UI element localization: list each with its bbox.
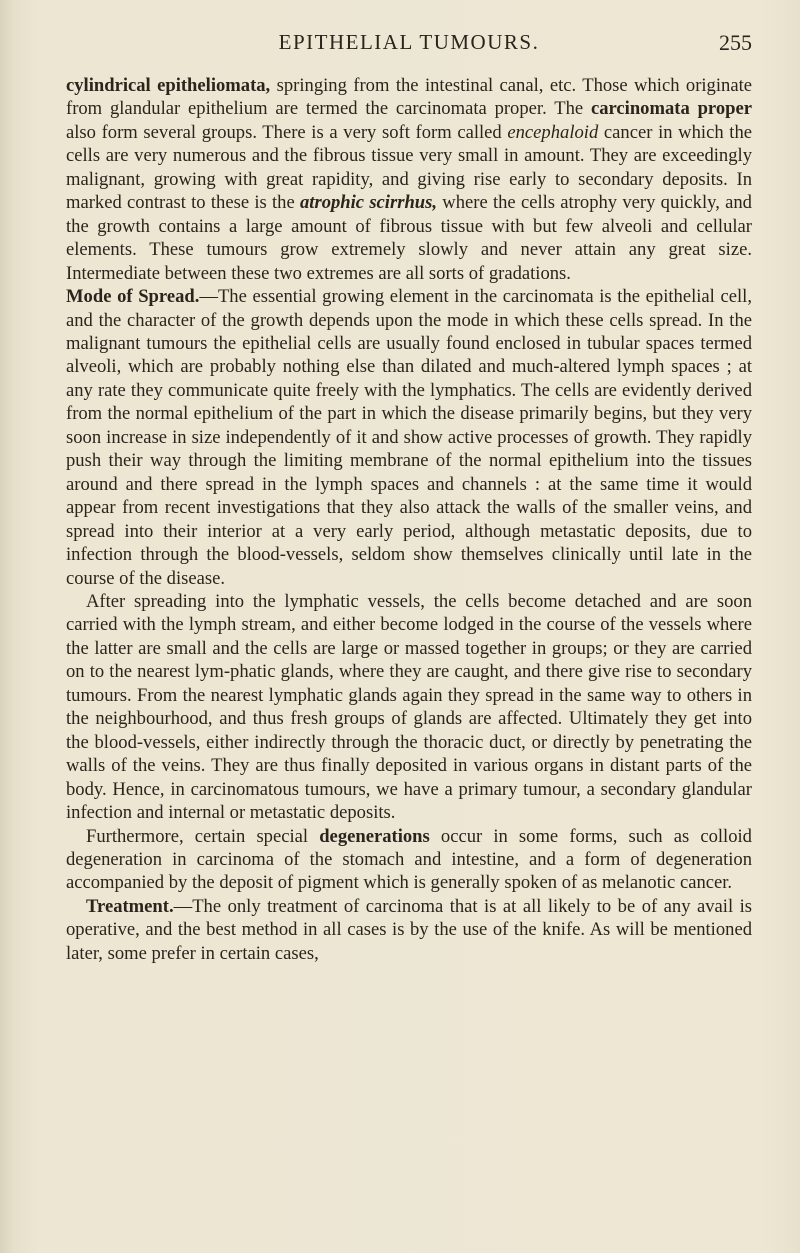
paragraph-text: —The only treatment of carcinoma that is at all likely to be of any avail is operative, and the best method in all cases is by the use of the knife. As will be mentioned later, some prefer in certain cases, — [66, 895, 752, 964]
term-carcinomata-proper: carcinomata proper — [590, 98, 752, 120]
term-encephaloid: encephaloid — [507, 121, 599, 143]
paragraph-text: also form several groups. There is a very soft form called — [66, 121, 508, 143]
term-atrophic-scirrhus: atrophic scirrhus, — [300, 192, 438, 214]
paragraph-treatment — [66, 895, 752, 965]
section-heading-treatment: Treatment. — [86, 895, 174, 917]
paragraph-text: Furthermore, certain special — [86, 825, 320, 847]
paragraph-lymphatic-spread — [66, 590, 752, 825]
paragraph-text: where the cells atrophy very quickly, and the growth contains a large amount of fibrous tissue with but few alveoli and cellular elements. These tumours grow extremely slowly and never attain any great size. Intermediate between these two extremes are all sorts of gradations. — [66, 192, 752, 284]
paragraph-epithelioma-groups — [66, 74, 752, 285]
paragraph-text: occur in some forms, such as colloid degeneration in carcinoma of the stomach and intestine, and a form of degeneration accompanied by the deposit of pigment which is generally spoken of as melanotic cancer. — [66, 825, 752, 894]
paragraph-text: cancer in which the cells are very numerous and the fibrous tissue very small in amount. They are exceedingly malignant, growing with great rapidity, and giving rise early to secondary deposits. In marked contrast to these is the — [66, 121, 752, 214]
running-head: EPITHELIAL TUMOURS. — [278, 30, 540, 54]
term-cylindrical-epitheliomata: cylindrical epitheliomata, — [66, 75, 271, 96]
page-number: 255 — [719, 30, 752, 55]
paragraph-text: springing from the intestinal canal, etc. Those which originate from glandular epithelium are termed the carcinomata proper. The — [66, 75, 752, 120]
section-heading-mode-of-spread: Mode of Spread. — [66, 286, 200, 308]
paragraph-mode-of-spread — [66, 285, 752, 590]
term-degenerations: degenerations — [319, 825, 430, 847]
paragraph-degenerations — [66, 825, 752, 895]
paragraph-text: After spreading into the lymphatic vessels, the cells become detached and are soon carried with the lymph stream, and either become lodged in the course of the vessels where the latter are small and the cells are large or massed together in groups; or they are carried on to the nearest lym-phatic glands, where they are caught, and there give rise to secondary tumours. From the nearest lymphatic glands again they spread in the same way to others in the neighbourhood, and thus fresh groups of glands are affected. Ultimately they get into the blood-vessels, either indirectly through the thoracic duct, or directly by penetrating the walls of the veins. They are thus finally deposited in various organs in distant parts of the body. Hence, in carcinomatous tumours, we have a primary tumour, a secondary glandular infection and internal or metastatic deposits. — [66, 590, 752, 824]
page-header — [66, 18, 752, 58]
paragraph-text: —The essential growing element in the carcinomata is the epithelial cell, and the character of the growth depends upon the mode in which these cells spread. In the malignant tumours the epithelial cells are usually found enclosed in tubular spaces termed alveoli, which are probably nothing else than dilated and much-altered lymph spaces ; at any rate they communicate quite freely with the lymphatics. The cells are evidently derived from the normal epithelium of the part in which the disease primarily begins, but they very soon increase in size independently of it and show active processes of growth. They rapidly push their way through the limiting membrane of the normal epithelium into the tissues around and there spread in the lymph spaces and channels : at the same time it would appear from recent investigations that they also attack the walls of the smaller veins, and spread into their interior at a very early period, although metastatic deposits, due to infection through the blood-vessels, seldom show themselves clinically until late in the course of the disease. — [66, 286, 752, 589]
body-text — [66, 74, 752, 965]
